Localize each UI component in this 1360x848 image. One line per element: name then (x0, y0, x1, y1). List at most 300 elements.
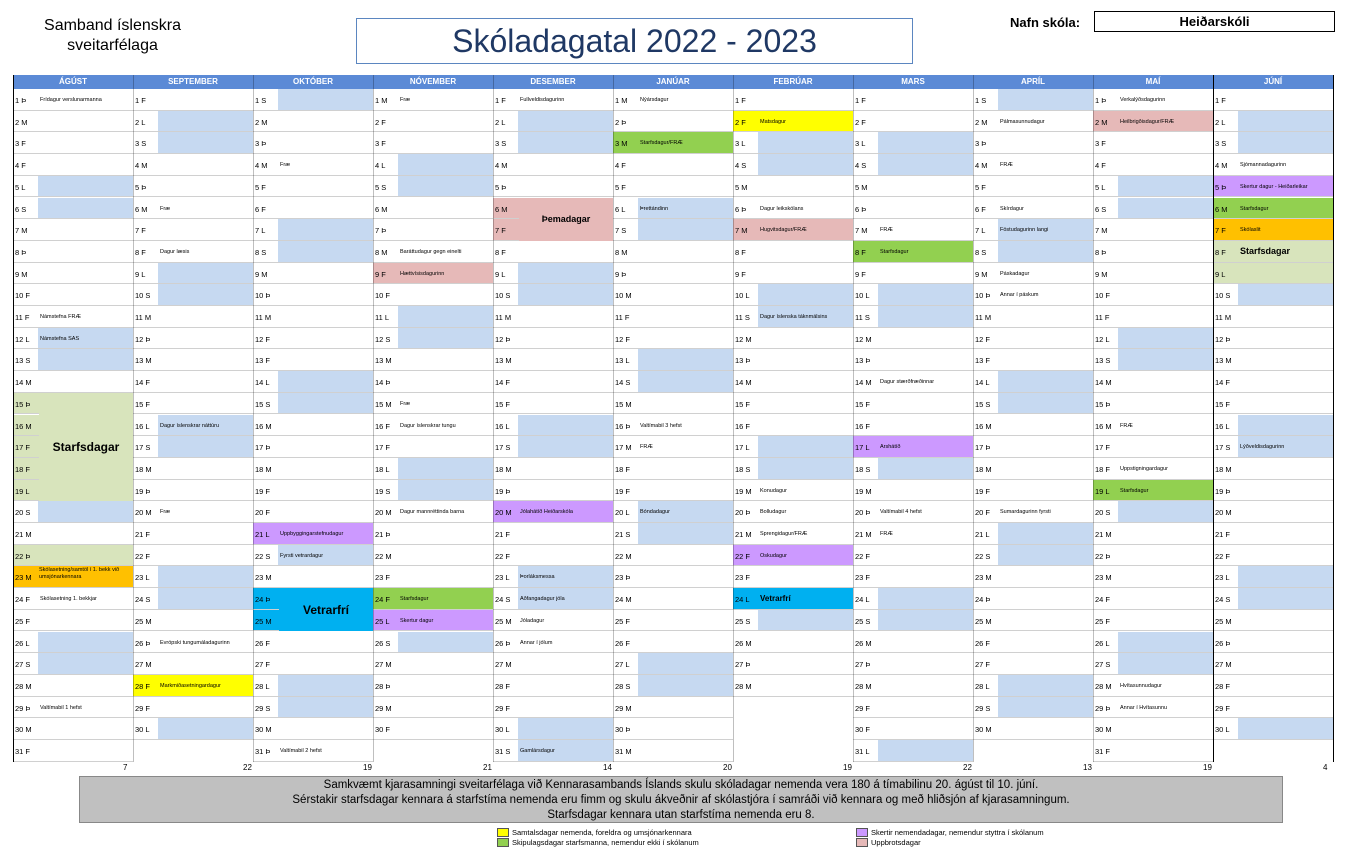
day-number: 5 S (375, 182, 387, 192)
day-number: 17 L (855, 443, 870, 453)
org-line-1: Samband íslenskra (44, 17, 181, 34)
day-cell (973, 89, 1093, 111)
day-number: 30 M (255, 725, 272, 735)
day-number: 19 L (15, 486, 30, 496)
day-number: 21 M (735, 530, 752, 539)
day-cell (373, 588, 493, 610)
day-cell (133, 718, 253, 740)
day-number: 6 M (135, 204, 148, 214)
day-number: 27 Þ (735, 660, 751, 670)
day-number: 21 L (255, 530, 270, 539)
day-cell (853, 436, 973, 458)
day-note: Skertur dagur (400, 617, 434, 624)
day-number: 2 L (135, 117, 146, 127)
day-number: 5 Þ (135, 182, 147, 192)
day-cell (133, 371, 253, 393)
day-number: 19 F (975, 486, 991, 496)
day-number: 13 M (135, 356, 152, 366)
day-cell (373, 111, 493, 133)
day-number: 16 F (855, 421, 871, 431)
day-number: 18 M (975, 464, 992, 474)
day-number: 15 F (855, 399, 871, 409)
day-cell (853, 740, 973, 762)
day-number: 24 S (1215, 595, 1231, 605)
day-note: Dagur læsis (160, 248, 190, 255)
day-cell (13, 306, 133, 328)
day-cell (493, 588, 613, 610)
day-cell (253, 111, 373, 133)
day-number: 8 S (255, 247, 267, 257)
day-number: 7 M (1095, 226, 1108, 236)
day-note: Fræ (400, 97, 411, 103)
day-cell (253, 545, 373, 567)
day-number: 10 F (1095, 291, 1111, 301)
day-cell (613, 523, 733, 545)
day-cell (13, 740, 133, 762)
day-number: 13 M (1215, 356, 1232, 366)
day-cell (1093, 436, 1213, 458)
day-number: 28 M (735, 681, 752, 691)
footer-line-1: Samkvæmt kjarasamningi sveitarfélaga við Kennarasambands Íslands skulu skóladagar nemenda vera 180 á tímabilinu 20. ágúst til 10. júní. (323, 779, 1039, 791)
day-number: 20 Þ (855, 508, 871, 518)
day-cell (253, 393, 373, 415)
day-number: 5 Þ (495, 182, 507, 192)
day-number: 4 S (735, 161, 747, 171)
day-cell (853, 610, 973, 632)
day-note: Gamlársdagur (520, 748, 555, 754)
footer-line-2: Sérstakir starfsdagar kennara á starfstíma nemenda eru fimm og skulu ákveðnir af skólastjóra í samráði við kennara og með hliðsjón af kjarasamningum. (292, 794, 1070, 806)
day-number: 5 F (615, 182, 626, 192)
day-number: 15 M (375, 399, 392, 409)
day-cell (493, 415, 613, 437)
day-cell (253, 306, 373, 328)
starfsdagar-block: Starfsdagar (39, 393, 133, 502)
day-note: Starfsdagur (880, 248, 909, 255)
day-cell (853, 480, 973, 502)
day-number: 3 L (855, 139, 866, 149)
day-note: Starfsdagur/FRÆ (640, 140, 683, 147)
day-cell (733, 219, 853, 241)
day-cell (493, 284, 613, 306)
day-number: 5 M (735, 182, 748, 192)
month-header: FEBRÚAR (733, 75, 853, 89)
day-cell (1093, 588, 1213, 610)
day-number: 11 F (1095, 313, 1110, 322)
day-number: 23 F (375, 573, 391, 583)
day-cell (1093, 198, 1213, 220)
day-note: FRÆ (880, 227, 893, 234)
day-cell (1093, 219, 1213, 241)
day-number: 18 M (495, 464, 512, 474)
day-cell (1213, 480, 1333, 502)
day-number: 18 F (15, 464, 31, 474)
day-note: Valtímabil 1 hefst (40, 704, 82, 711)
day-cell (13, 111, 133, 133)
day-number: 9 F (375, 269, 386, 279)
day-cell (1213, 111, 1333, 133)
column-divider (13, 75, 14, 762)
day-cell (733, 632, 853, 654)
day-number: 25 F (1095, 616, 1111, 626)
day-number: 6 M (1215, 204, 1228, 214)
day-number: 4 M (255, 161, 268, 171)
day-cell (1213, 458, 1333, 480)
day-cell (373, 501, 493, 523)
day-number: 5 Þ (1215, 182, 1227, 192)
day-cell (973, 284, 1093, 306)
day-cell (613, 480, 733, 502)
day-cell (253, 632, 373, 654)
day-number: 9 M (1095, 269, 1108, 279)
day-number: 12 F (255, 334, 271, 344)
day-number: 13 Þ (735, 356, 751, 366)
day-number: 3 F (1095, 139, 1106, 149)
day-note: Valtímabil 2 hefst (280, 748, 322, 754)
day-note: Námstefna FRÆ (40, 314, 81, 320)
day-number: 28 M (855, 681, 872, 691)
day-number: 11 M (975, 313, 992, 322)
day-cell (613, 154, 733, 176)
column-divider (1333, 75, 1334, 762)
legend-swatch-uppbrot (856, 838, 868, 847)
day-number: 14 M (855, 378, 872, 388)
day-number: 3 F (15, 139, 26, 149)
day-cell (253, 371, 373, 393)
day-number: 13 F (975, 356, 991, 366)
day-number: 30 L (1215, 725, 1230, 735)
day-number: 2 L (495, 117, 506, 127)
school-days-count: 13 (1083, 763, 1092, 772)
day-cell (973, 371, 1093, 393)
day-number: 29 M (375, 703, 392, 713)
day-number: 22 F (495, 551, 511, 561)
day-cell (493, 718, 613, 740)
day-number: 9 F (855, 269, 866, 279)
day-cell (1093, 371, 1213, 393)
day-number: 26 Þ (495, 638, 511, 648)
day-number: 12 L (1095, 334, 1110, 344)
day-cell (613, 545, 733, 567)
day-cell (853, 566, 973, 588)
day-cell (133, 632, 253, 654)
day-cell (373, 328, 493, 350)
column-divider (613, 75, 614, 762)
day-cell (733, 263, 853, 285)
day-number: 26 M (735, 638, 752, 648)
day-cell (613, 566, 733, 588)
day-number: 14 F (1215, 378, 1231, 388)
day-number: 1 F (1215, 96, 1226, 105)
month-header: OKTÓBER (253, 75, 373, 89)
day-note: Frídagur verslunarmanna (40, 97, 102, 103)
day-note: Dagur íslenskrar tungu (400, 422, 456, 429)
day-cell (133, 566, 253, 588)
day-number: 9 L (1215, 269, 1226, 279)
day-cell (613, 632, 733, 654)
legend-label-uppbrot: Uppbrotsdagar (871, 838, 921, 847)
day-number: 21 L (975, 530, 990, 539)
day-cell (733, 501, 853, 523)
day-number: 21 M (1095, 530, 1112, 539)
day-number: 16 M (975, 421, 992, 431)
day-number: 22 Þ (15, 551, 31, 561)
day-number: 28 F (135, 681, 151, 691)
day-cell (613, 610, 733, 632)
day-cell (1213, 89, 1333, 111)
day-number: 8 F (855, 247, 866, 257)
day-number: 18 S (735, 464, 751, 474)
day-number: 1 F (855, 96, 866, 105)
day-number: 24 L (735, 595, 750, 605)
column-divider (1213, 75, 1214, 762)
day-cell (1213, 501, 1333, 523)
day-cell (1093, 458, 1213, 480)
day-cell (493, 176, 613, 198)
day-cell (253, 566, 373, 588)
day-number: 22 M (375, 551, 392, 561)
day-cell (1093, 740, 1213, 762)
day-number: 18 F (615, 464, 631, 474)
day-number: 15 Þ (1095, 399, 1111, 409)
day-number: 17 F (15, 443, 31, 453)
day-note: Starfsdagur (400, 596, 429, 603)
day-number: 20 Þ (735, 508, 751, 518)
day-note: Sprengidagur/FRÆ (760, 531, 808, 537)
day-cell (853, 718, 973, 740)
day-number: 25 M (1215, 616, 1232, 626)
day-number: 9 Þ (615, 269, 627, 279)
day-note: Aðfangadagur jóla (520, 596, 565, 603)
day-number: 6 S (15, 204, 27, 214)
day-cell (13, 588, 133, 610)
day-note: Baráttudagur gegn einelti (400, 248, 462, 255)
day-number: 22 F (855, 551, 871, 561)
day-number: 28 M (15, 681, 32, 691)
day-cell (373, 176, 493, 198)
day-cell (133, 111, 253, 133)
day-cell (853, 545, 973, 567)
day-cell (733, 480, 853, 502)
day-number: 20 M (495, 508, 512, 518)
day-cell (1093, 284, 1213, 306)
day-number: 15 S (255, 399, 271, 409)
day-cell (733, 393, 853, 415)
day-number: 30 M (15, 725, 32, 735)
legend-label-skipulag: Skipulagsdagar starfsmanna, nemendur ekki í skólanum (512, 838, 699, 847)
day-cell (613, 349, 733, 371)
day-note: Annar í páskum (1000, 292, 1039, 299)
day-cell (973, 653, 1093, 675)
day-number: 12 S (375, 334, 391, 344)
day-cell (1093, 349, 1213, 371)
day-cell (13, 545, 133, 567)
day-cell (493, 241, 613, 263)
day-cell (373, 480, 493, 502)
day-cell (133, 154, 253, 176)
day-cell (373, 566, 493, 588)
day-number: 16 L (1215, 421, 1230, 431)
day-cell (1213, 284, 1333, 306)
day-number: 10 M (615, 291, 632, 301)
day-number: 21 Þ (375, 530, 391, 539)
day-cell (373, 610, 493, 632)
day-cell (1213, 718, 1333, 740)
day-cell (13, 501, 133, 523)
day-number: 2 M (15, 117, 28, 127)
day-number: 22 S (255, 551, 271, 561)
legend-label-skertir: Skertir nemendadagar, nemendur styttra í skólanum (871, 828, 1044, 837)
day-number: 10 Þ (255, 291, 271, 301)
day-number: 15 F (1215, 399, 1231, 409)
day-cell (253, 349, 373, 371)
day-cell (1093, 154, 1213, 176)
day-number: 31 F (1095, 747, 1111, 756)
day-cell (493, 436, 613, 458)
day-cell (853, 393, 973, 415)
day-number: 21 S (615, 530, 631, 539)
day-cell (13, 653, 133, 675)
day-cell (1213, 610, 1333, 632)
day-cell (1213, 306, 1333, 328)
day-note: Þrettándinn (640, 205, 669, 212)
day-cell (613, 436, 733, 458)
day-cell (853, 371, 973, 393)
day-cell (133, 263, 253, 285)
day-number: 9 L (135, 269, 146, 279)
day-number: 8 M (375, 247, 388, 257)
day-number: 27 M (375, 660, 392, 670)
day-cell (493, 132, 613, 154)
day-number: 1 S (255, 96, 267, 105)
day-number: 23 Þ (615, 573, 631, 583)
day-cell (973, 588, 1093, 610)
day-number: 4 M (495, 161, 508, 171)
day-cell (13, 132, 133, 154)
day-note: Dagur íslenska táknmálsins (760, 314, 828, 320)
day-number: 6 Þ (855, 204, 867, 214)
day-cell (973, 697, 1093, 719)
day-cell (1213, 675, 1333, 697)
day-cell (973, 328, 1093, 350)
day-number: 7 F (1215, 226, 1226, 236)
day-cell (613, 501, 733, 523)
day-cell (373, 132, 493, 154)
day-cell (133, 349, 253, 371)
day-cell (253, 675, 373, 697)
day-number: 21 M (855, 530, 872, 539)
day-number: 12 F (615, 334, 631, 344)
day-number: 6 F (975, 204, 986, 214)
day-number: 4 M (1215, 161, 1228, 171)
day-number: 12 M (735, 334, 752, 344)
day-cell (133, 697, 253, 719)
day-number: 14 Þ (375, 378, 391, 388)
day-number: 26 Þ (135, 638, 151, 648)
day-cell (613, 198, 733, 220)
day-note: Þorláksmessa (520, 574, 555, 581)
day-note: Páskadagur (1000, 270, 1030, 277)
day-cell (133, 588, 253, 610)
school-name-field[interactable]: Heiðarskóli (1094, 11, 1335, 32)
day-number: 25 M (135, 616, 152, 626)
day-cell (973, 415, 1093, 437)
day-number: 3 Þ (975, 139, 987, 149)
day-note: Dagur mannréttinda barna (400, 509, 465, 516)
day-cell (853, 284, 973, 306)
school-days-count: 20 (723, 763, 732, 772)
day-cell (373, 241, 493, 263)
day-number: 5 L (15, 182, 26, 192)
month-header: JANÚAR (613, 75, 733, 89)
day-cell (493, 393, 613, 415)
day-cell (253, 132, 373, 154)
day-cell (973, 436, 1093, 458)
day-number: 13 S (15, 356, 31, 366)
day-number: 11 M (255, 313, 272, 322)
day-cell (133, 458, 253, 480)
day-number: 19 M (735, 486, 752, 496)
month-header: SEPTEMBER (133, 75, 253, 89)
day-cell (493, 697, 613, 719)
day-cell (733, 675, 853, 697)
org-line-2: sveitarfélaga (67, 37, 158, 54)
footer-line-3: Starfsdagar kennara utan starfstíma nemenda eru 8. (547, 809, 815, 821)
day-number: 26 M (855, 638, 872, 648)
day-number: 3 L (735, 139, 746, 149)
day-number: 21 F (135, 530, 151, 539)
day-cell (133, 132, 253, 154)
day-cell (1213, 436, 1333, 458)
calendar-title: Skóladagatal 2022 - 2023 (356, 18, 913, 64)
day-cell (973, 718, 1093, 740)
day-cell (613, 740, 733, 762)
day-number: 29 F (1215, 703, 1231, 713)
day-note: Dagur íslenskrar náttúru (160, 422, 219, 429)
day-cell (853, 523, 973, 545)
day-number: 30 L (495, 725, 510, 735)
day-cell (1213, 371, 1333, 393)
day-number: 2 M (1095, 117, 1108, 127)
day-note: Lýðveldisdagurinn (1240, 444, 1285, 451)
day-number: 30 L (135, 725, 150, 735)
day-cell (373, 349, 493, 371)
day-number: 15 F (735, 399, 751, 409)
day-cell (853, 176, 973, 198)
day-note: Matsdagur (760, 118, 786, 125)
day-number: 20 M (1215, 508, 1232, 518)
school-days-count: 4 (1323, 763, 1328, 772)
day-cell (853, 653, 973, 675)
day-cell (613, 393, 733, 415)
day-number: 11 M (495, 313, 512, 322)
day-number: 9 F (735, 269, 746, 279)
day-cell (973, 306, 1093, 328)
day-number: 25 M (975, 616, 992, 626)
day-cell (1213, 328, 1333, 350)
day-cell (133, 219, 253, 241)
day-number: 23 L (135, 573, 150, 583)
day-number: 8 S (975, 247, 987, 257)
day-cell (13, 89, 133, 111)
school-days-count: 19 (1203, 763, 1212, 772)
day-cell (253, 480, 373, 502)
day-cell (973, 566, 1093, 588)
day-number: 15 F (495, 399, 511, 409)
day-number: 17 F (375, 443, 391, 453)
day-cell (1093, 523, 1213, 545)
day-number: 10 F (15, 291, 31, 301)
day-cell (973, 349, 1093, 371)
